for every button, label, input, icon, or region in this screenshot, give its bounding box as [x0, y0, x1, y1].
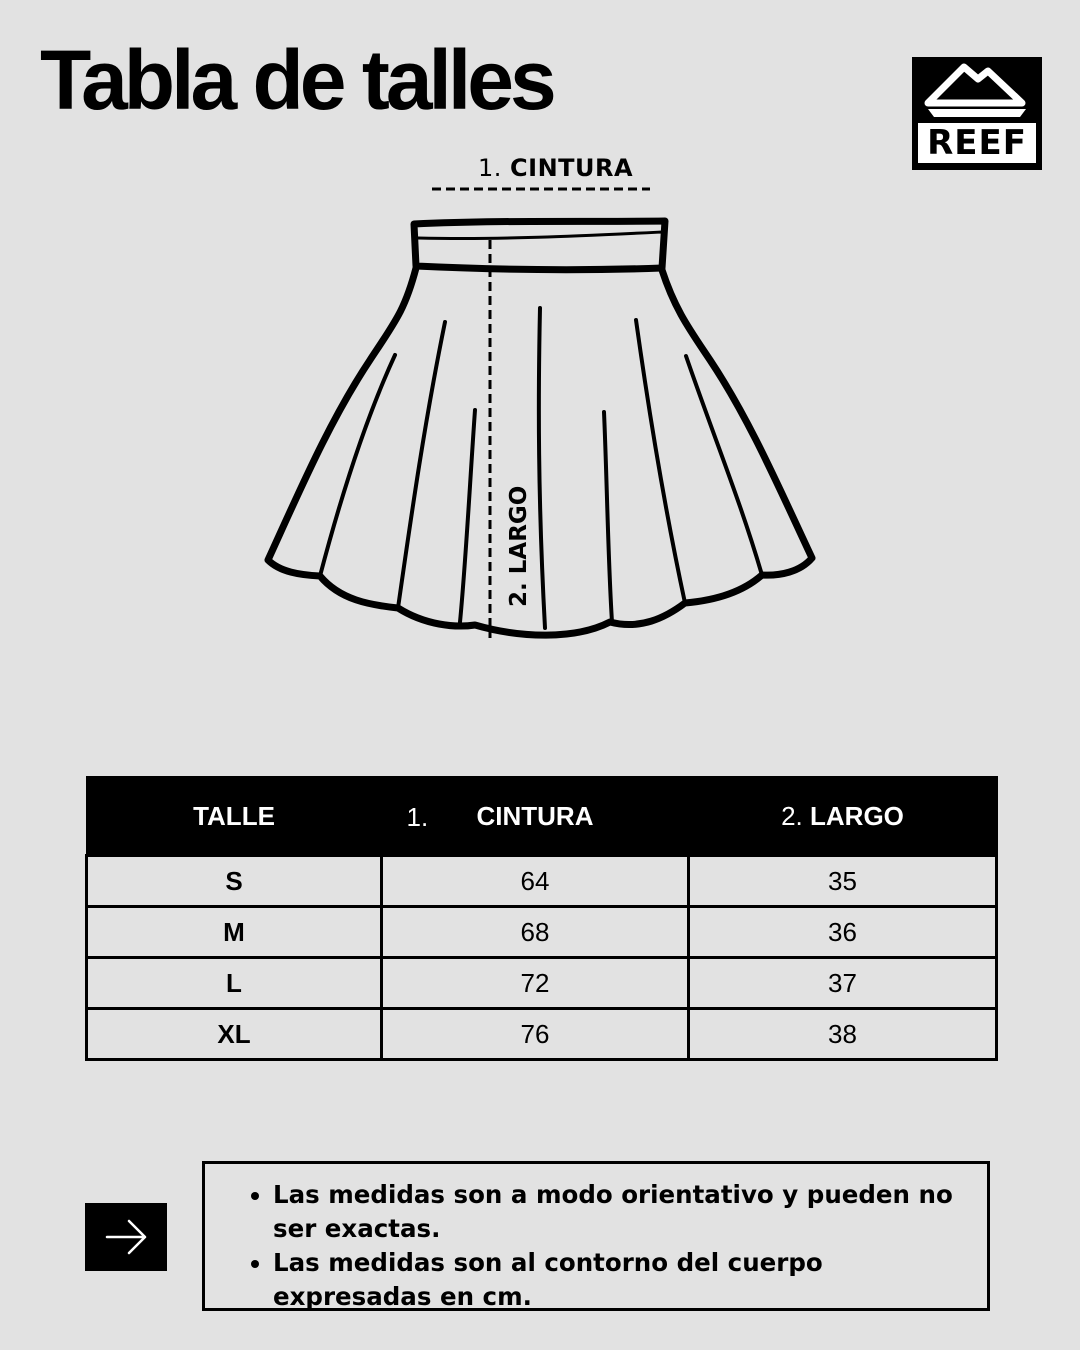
size-cell: XL — [87, 1009, 382, 1060]
page-title: Tabla de talles — [40, 33, 553, 127]
skirt-waistband — [414, 221, 665, 270]
header-length — [689, 777, 997, 856]
size-cell: L — [87, 958, 382, 1009]
skirt-waistband-seam — [418, 232, 662, 239]
skirt-outline — [268, 221, 812, 635]
length-cell: 37 — [689, 958, 997, 1009]
waist-diagram-number: 1. — [478, 154, 502, 182]
notes-box — [202, 1161, 990, 1311]
header-size: TALLE — [87, 777, 382, 856]
table-row — [87, 856, 997, 907]
header-waist-label: CINTURA — [476, 800, 594, 831]
notes-list — [205, 1164, 987, 1314]
table-header-row — [87, 777, 997, 856]
table-row — [87, 907, 997, 958]
table-row — [87, 958, 997, 1009]
waist-cell: 72 — [382, 958, 689, 1009]
note-item: • Las medidas son a modo orientativo y pueden no ser exactas. — [273, 1178, 967, 1246]
arrow-right-icon — [85, 1203, 167, 1271]
brand-wordmark: REEF — [918, 123, 1036, 163]
header-length-number: 2. — [781, 800, 803, 831]
waist-diagram-text: CINTURA — [510, 154, 634, 182]
size-table — [85, 776, 998, 1061]
length-cell: 35 — [689, 856, 997, 907]
size-cell: M — [87, 907, 382, 958]
header-waist — [382, 777, 689, 856]
header-waist-number: 1. — [406, 802, 429, 832]
length-cell: 36 — [689, 907, 997, 958]
next-button[interactable] — [85, 1203, 167, 1271]
waist-cell: 68 — [382, 907, 689, 958]
waist-cell: 76 — [382, 1009, 689, 1060]
length-diagram-label: 2. LARGO — [506, 485, 532, 607]
table-row — [87, 1009, 997, 1060]
size-cell: S — [87, 856, 382, 907]
waist-diagram-label — [478, 154, 633, 182]
length-cell: 38 — [689, 1009, 997, 1060]
waist-cell: 64 — [382, 856, 689, 907]
note-item: • Las medidas son al contorno del cuerpo expresadas en cm. — [273, 1246, 967, 1314]
header-length-label: LARGO — [810, 800, 904, 831]
